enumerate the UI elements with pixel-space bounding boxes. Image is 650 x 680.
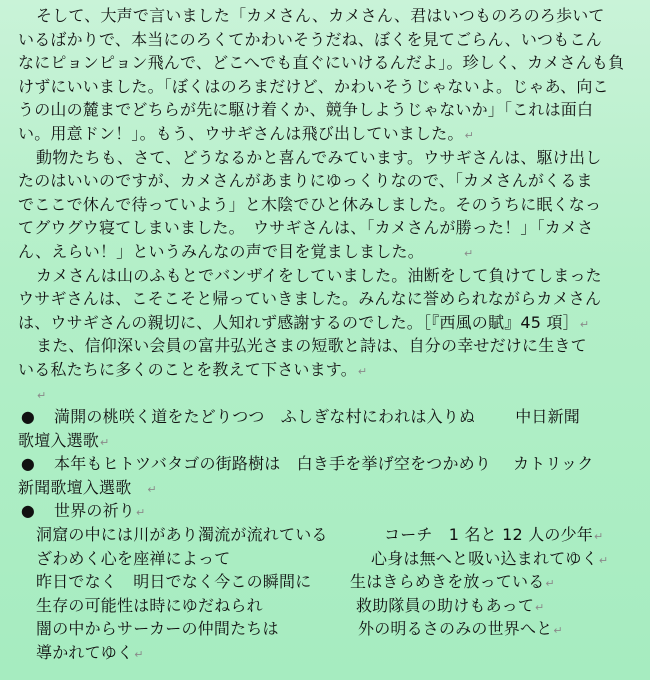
text-line: 動物たちも、さて、どうなるかと喜んでみています。ウサギさんは、駆け出し bbox=[36, 147, 602, 167]
bullet-text: 本年もヒトツバタゴの街路樹は 白き手を挙げ空をつかめり bbox=[54, 454, 492, 474]
bullet-icon: ● bbox=[20, 454, 36, 474]
text-line: なにピョンピョン飛んで、どこへでも直ぐにいけるんだよ」。珍しく、カメさんも負 bbox=[18, 53, 625, 73]
text-line: カメさんは山のふもとでバンザイをしていました。油断をして負けてしまった bbox=[36, 265, 602, 285]
paragraph-mark-icon: ↵ bbox=[579, 317, 590, 331]
text-line: は、ウサギさんの親切に、人知れず感謝するのでした。［『西風の賦』45 項］ bbox=[18, 312, 579, 332]
bullet-text: 満開の桃咲く道をたどりつつ ふしぎな村にわれは入りぬ bbox=[54, 407, 476, 427]
poem-line bbox=[18, 641, 640, 665]
poem-left: 昨日でなく 明日でなく今この瞬間に bbox=[36, 572, 312, 592]
poem-right: 外の明るさのみの世界へと bbox=[358, 619, 553, 639]
paragraph-mark-icon: ↵ bbox=[463, 246, 474, 260]
poem-left: 洞窟の中には川があり濁流が流れている bbox=[36, 525, 328, 545]
poem-left: 闇の中からサーカーの仲間たちは bbox=[36, 619, 279, 639]
paragraph-mark-icon: ↵ bbox=[594, 530, 604, 544]
text-line: うの山の麓までどちらが先に駆け着くか、競争しようじゃないか」「これは面白 bbox=[18, 100, 594, 120]
bullet-source: 中日新聞 bbox=[515, 407, 581, 427]
paragraph-mark-icon: ↵ bbox=[553, 624, 563, 638]
text-line: い。用意ドン！」。もう、ウサギさんは飛び出していました。 bbox=[18, 123, 464, 143]
paragraph-mark-icon: ↵ bbox=[598, 553, 609, 567]
text-line-end bbox=[18, 240, 640, 264]
bullet-continuation: 歌壇入選歌 bbox=[18, 430, 100, 450]
poem-right: コーチ 1 名と 12 人の少年 bbox=[384, 525, 593, 545]
poem-left: ざわめく心を座禅によって bbox=[36, 548, 231, 568]
bullet-continuation-line bbox=[18, 429, 640, 453]
empty-line bbox=[18, 382, 640, 406]
paragraph-mark-icon: ↵ bbox=[147, 482, 157, 496]
poem-right: 救助隊員の助けもあって bbox=[356, 595, 535, 615]
poem-left: 生存の可能性は時にゆだねられ bbox=[36, 595, 263, 615]
text-line: いるばかりで、本当にのろくてかわいそうだね、ぼくを見てごらん、いつもこん bbox=[18, 29, 602, 49]
poem-right: 生はきらめきを放っている bbox=[350, 572, 545, 592]
paragraph-mark-icon: ↵ bbox=[357, 364, 368, 378]
paragraph-mark-icon: ↵ bbox=[100, 435, 110, 449]
text-line: ん、えらい！」というみんなの声で目を覚ましました。 bbox=[18, 241, 424, 261]
poem-line bbox=[18, 523, 640, 547]
bullet-continuation-line bbox=[18, 476, 640, 500]
bullet-continuation: 新聞歌壇入選歌 bbox=[18, 477, 132, 497]
bullet-item bbox=[18, 405, 640, 429]
paragraph-mark-icon: ↵ bbox=[535, 600, 545, 614]
bullet-text: 世界の祈り bbox=[54, 501, 136, 521]
text-line-end bbox=[18, 358, 640, 382]
paragraph-mark-icon: ↵ bbox=[136, 506, 146, 520]
poem-block bbox=[18, 523, 640, 665]
bullet-item bbox=[18, 452, 640, 476]
bullet-icon: ● bbox=[20, 501, 36, 521]
bullet-icon: ● bbox=[20, 407, 36, 427]
text-line: いる私たちに多くのことを教えて下さいます。 bbox=[18, 359, 357, 379]
poem-right: 心身は無へと吸い込まれてゆく bbox=[371, 548, 598, 568]
poem-line bbox=[18, 570, 640, 594]
text-line: たのはいいのですが、カメさんがあまりにゆっくりなので、「カメさんがくるま bbox=[18, 171, 593, 191]
poem-line bbox=[18, 617, 640, 641]
paragraph-mark-icon: ↵ bbox=[134, 648, 144, 662]
text-line: そして、大声で言いました「カメさん、カメさん、君はいつものろのろ歩いて bbox=[36, 6, 605, 25]
bullet-item bbox=[18, 499, 640, 523]
bullet-source: カトリック bbox=[513, 454, 594, 474]
text-line-end bbox=[18, 311, 640, 335]
text-line: でここで休んで待っていよう」と木陰でひと休みしました。そのうちに眠くなっ bbox=[18, 194, 602, 214]
paragraph-mark-icon: ↵ bbox=[545, 577, 555, 591]
poem-left: 導かれてゆく bbox=[36, 643, 134, 663]
text-line-end bbox=[18, 122, 640, 146]
poem-line bbox=[18, 547, 640, 571]
text-line: ウサギさんは、こそこそと帰っていきました。みんなに誉められながらカメさん bbox=[18, 289, 602, 309]
text-line: てグウグウ寝てしまいました。 ウサギさんは、「カメさんが勝った！」「カメさ bbox=[18, 218, 594, 238]
text-line: また、信仰深い会員の富井弘光さまの短歌と詩は、自分の幸せだけに生きて bbox=[36, 336, 587, 356]
paragraph-mark-icon: ↵ bbox=[464, 128, 475, 142]
paragraph-mark-icon: ↵ bbox=[37, 388, 47, 402]
text-line: けずにいいました。「ぼくはのろまだけど、かわいそうじゃないよ。じゃあ、向こ bbox=[18, 76, 609, 96]
poem-line bbox=[18, 594, 640, 618]
